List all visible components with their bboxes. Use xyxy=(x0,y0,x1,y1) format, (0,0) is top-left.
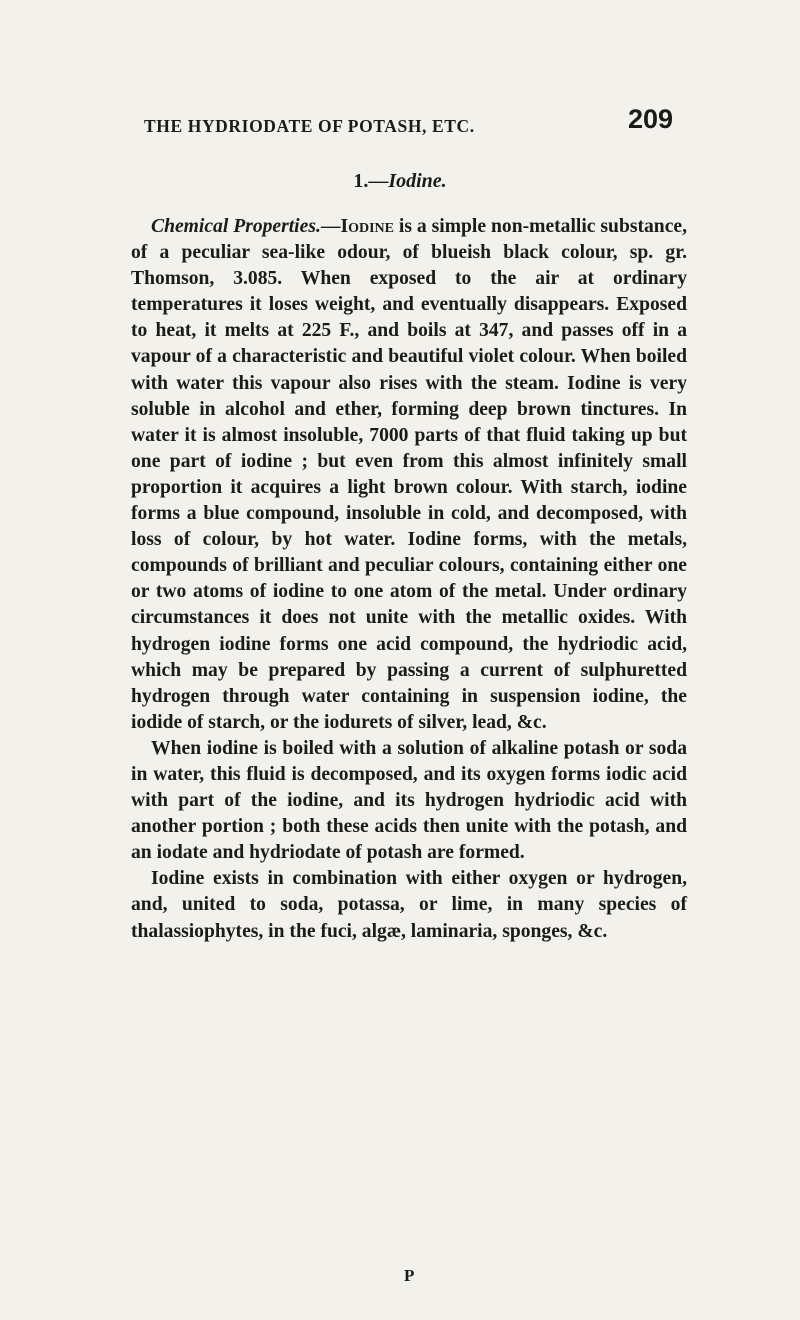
running-head: THE HYDRIODATE OF POTASH, ETC. xyxy=(144,116,475,136)
paragraph-chemical-properties xyxy=(131,214,687,736)
page-number: 209 xyxy=(628,104,674,134)
paragraph-text: is a simple non-metallic substance, of a peculiar sea-like odour, of blueish black colour, sp. gr. Thomson, 3.085. When exposed to the air at ordinary temperatures it loses weight, and eventually disappears. Exposed to heat, it melts at 225 F., and boils at 347, and passes off in a vapour of a characteristic and beautiful violet colour. When boiled with water this vapour also rises with the steam. Iodine is very soluble in alcohol and ether, forming deep brown tinctures. In water it is almost insoluble, 7000 parts of that fluid taking up but one part of iodine ; but even from this almost infinitely small proportion it acquires a light brown colour. With starch, iodine forms a blue compound, insoluble in cold, and decomposed, with loss of colour, by hot water. Iodine forms, with the metals, compounds of brilliant and peculiar colours, containing either one or two atoms of iodine to one atom of the metal. Under ordinary circumstances it does not unite with the metallic oxides. With hydrogen iodine forms one acid compound, the hydriodic acid, which may be prepared by passing a current of sulphuretted hydrogen through water containing in suspension iodine, the iodide of starch, or the iodurets of silver, lead, &c. xyxy=(131,216,687,733)
em-dash: — xyxy=(320,216,341,237)
section-title: Iodine. xyxy=(388,170,447,192)
section-heading xyxy=(0,170,800,193)
body-text xyxy=(131,214,687,945)
signature-mark: P xyxy=(404,1266,415,1285)
paragraph-occurrence: Iodine exists in combination with either oxygen or hydrogen, and, united to soda, potassa, or lime, in many species of thalassiophytes, in the fuci, algæ, laminaria, sponges, &c. xyxy=(131,868,687,942)
lead-word: Iodine xyxy=(340,216,394,237)
paragraph-potash-reaction: When iodine is boiled with a solution of alkaline potash or soda in water, this fluid is decomposed, and its oxygen forms iodic acid with part of the iodine, and its hydrogen hydriodic acid with another portion ; both these acids then unite with the potash, and an iodate and hydriodate of potash are formed. xyxy=(131,737,687,864)
run-in-heading: Chemical Properties. xyxy=(151,216,321,237)
section-number: 1.— xyxy=(353,170,389,192)
